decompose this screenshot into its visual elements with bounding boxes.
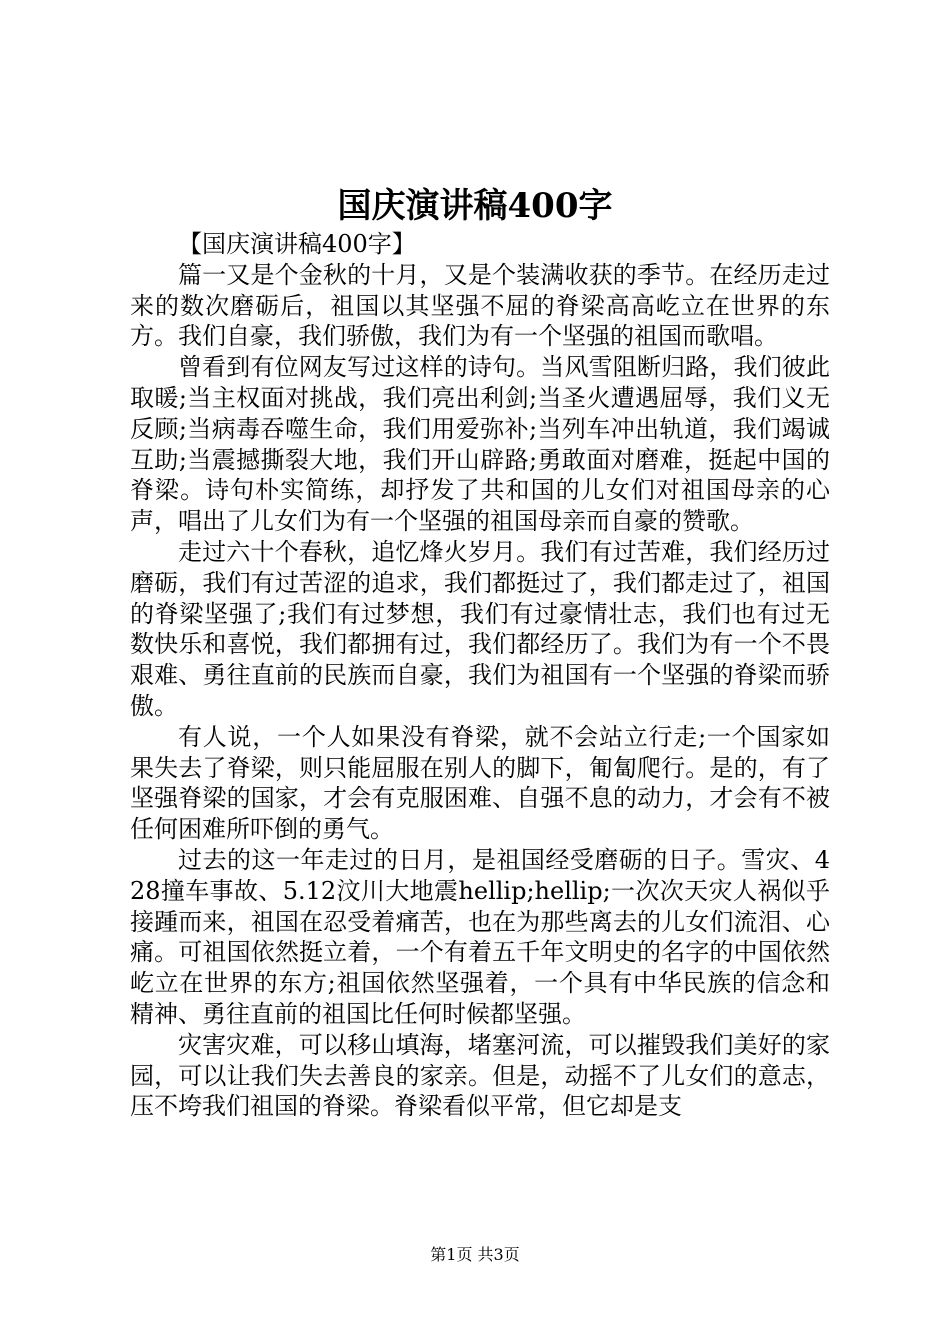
document-title: 国庆演讲稿400字: [337, 186, 613, 226]
paragraph: 灾害灾难，可以移山填海，堵塞河流，可以摧毁我们美好的家园，可以让我们失去善良的家亲。但是，动摇不了儿女们的意志，压不垮我们祖国的脊梁。脊梁看似平常，但它却是支: [130, 1030, 830, 1121]
paragraph: 篇一又是个金秋的十月，又是个装满收获的季节。在经历走过来的数次磨砺后，祖国以其坚强不屈的脊梁高高屹立在世界的东方。我们自豪，我们骄傲，我们为有一个坚强的祖国而歌唱。: [130, 260, 830, 351]
document-body: [130, 229, 830, 1122]
paragraph: 有人说，一个人如果没有脊梁，就不会站立行走;一个国家如果失去了脊梁，则只能屈服在别人的脚下，匍匐爬行。是的，有了坚强脊梁的国家，才会有克服困难、自强不息的动力，才会有不被任何困难所吓倒的勇气。: [130, 722, 830, 844]
page-footer: 第1页 共3页: [430, 1245, 520, 1264]
paragraph: 过去的这一年走过的日月，是祖国经受磨砺的日子。雪灾、428撞车事故、5.12汶川大地震hellip;hellip;一次次天灾人祸似乎接踵而来，祖国在忍受着痛苦，也在为那些离去的儿女们流泪、心痛。可祖国依然挺立着，一个有着五千年文明史的名字的中国依然屹立在世界的东方;祖国依然坚强着，一个具有中华民族的信念和精神、勇往直前的祖国比任何时候都坚强。: [130, 845, 830, 1028]
heading-paragraph: 【国庆演讲稿400字】: [178, 230, 416, 258]
paragraph: 走过六十个春秋，追忆烽火岁月。我们有过苦难，我们经历过磨砺，我们有过苦涩的追求，我们都挺过了，我们都走过了，祖国的脊梁坚强了;我们有过梦想，我们有过豪情壮志，我们也有过无数快乐和喜悦，我们都拥有过，我们都经历了。我们为有一个不畏艰难、勇往直前的民族而自豪，我们为祖国有一个坚强的脊梁而骄傲。: [130, 537, 830, 720]
paragraph: 曾看到有位网友写过这样的诗句。当风雪阻断归路，我们彼此取暖;当主权面对挑战，我们亮出利剑;当圣火遭遇屈辱，我们义无反顾;当病毒吞噬生命，我们用爱弥补;当列车冲出轨道，我们竭诚互助;当震撼撕裂大地，我们开山辟路;勇敢面对磨难，挺起中国的脊梁。诗句朴实简练，却抒发了共和国的儿女们对祖国母亲的心声，唱出了儿女们为有一个坚强的祖国母亲而自豪的赞歌。: [130, 353, 830, 536]
